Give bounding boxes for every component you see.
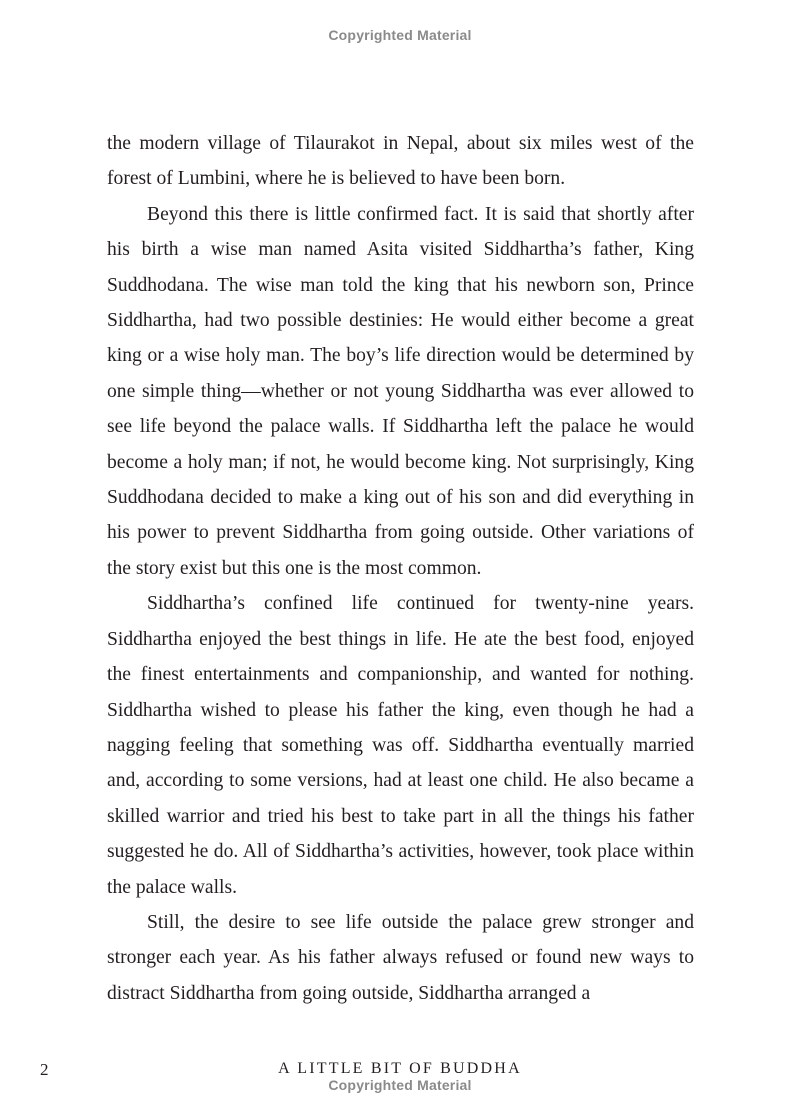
running-footer-title: A LITTLE BIT OF BUDDHA: [278, 1060, 522, 1077]
paragraph-1: the modern village of Tilaurakot in Nepal, about six miles west of the forest of Lumbini, where he is believed to have been born.: [107, 133, 694, 190]
paragraph-2: Beyond this there is little confirmed fact. It is said that shortly after his birth a wise man named Asita visited Siddhartha’s father, King Suddhodana. The wise man told the king that his newborn son, Prince Siddhartha, had two possible destinies: He would either become a great king or a wise holy man. The boy’s life direction would be determined by one simple thing—whether or not young Siddhartha was ever allowed to see life beyond the palace walls. If Siddhartha left the palace he would become a holy man; if not, he would become king. Not surprisingly, King Suddhodana decided to make a king out of his son and did everything in his power to prevent Siddhartha from going outside. Other variations of the story exist but this one is the most common.: [107, 203, 694, 579]
paragraph-4: Still, the desire to see life outside the palace grew stronger and stronger each year. As his father always refused or found new ways to distract Siddhartha from going outside, Siddhartha arranged a: [107, 911, 694, 1004]
page-body: [107, 126, 694, 1011]
page-number: 2: [40, 1060, 49, 1079]
copyright-watermark-top: Copyrighted Material: [328, 27, 472, 43]
paragraph-3: Siddhartha’s confined life continued for twenty-nine years. Siddhartha enjoyed the best things in life. He ate the best food, enjoyed the finest entertainments and companionship, and wanted for nothing. Siddhartha wished to please his father the king, even though he had a nagging feeling that something was off. Siddhartha eventually married and, according to some versions, had at least one child. He also became a skilled warrior and tried his best to take part in all the things his father suggested he do. All of Siddhartha’s activities, however, took place within the palace walls.: [107, 593, 694, 898]
copyright-watermark-bottom: Copyrighted Material: [328, 1077, 472, 1093]
